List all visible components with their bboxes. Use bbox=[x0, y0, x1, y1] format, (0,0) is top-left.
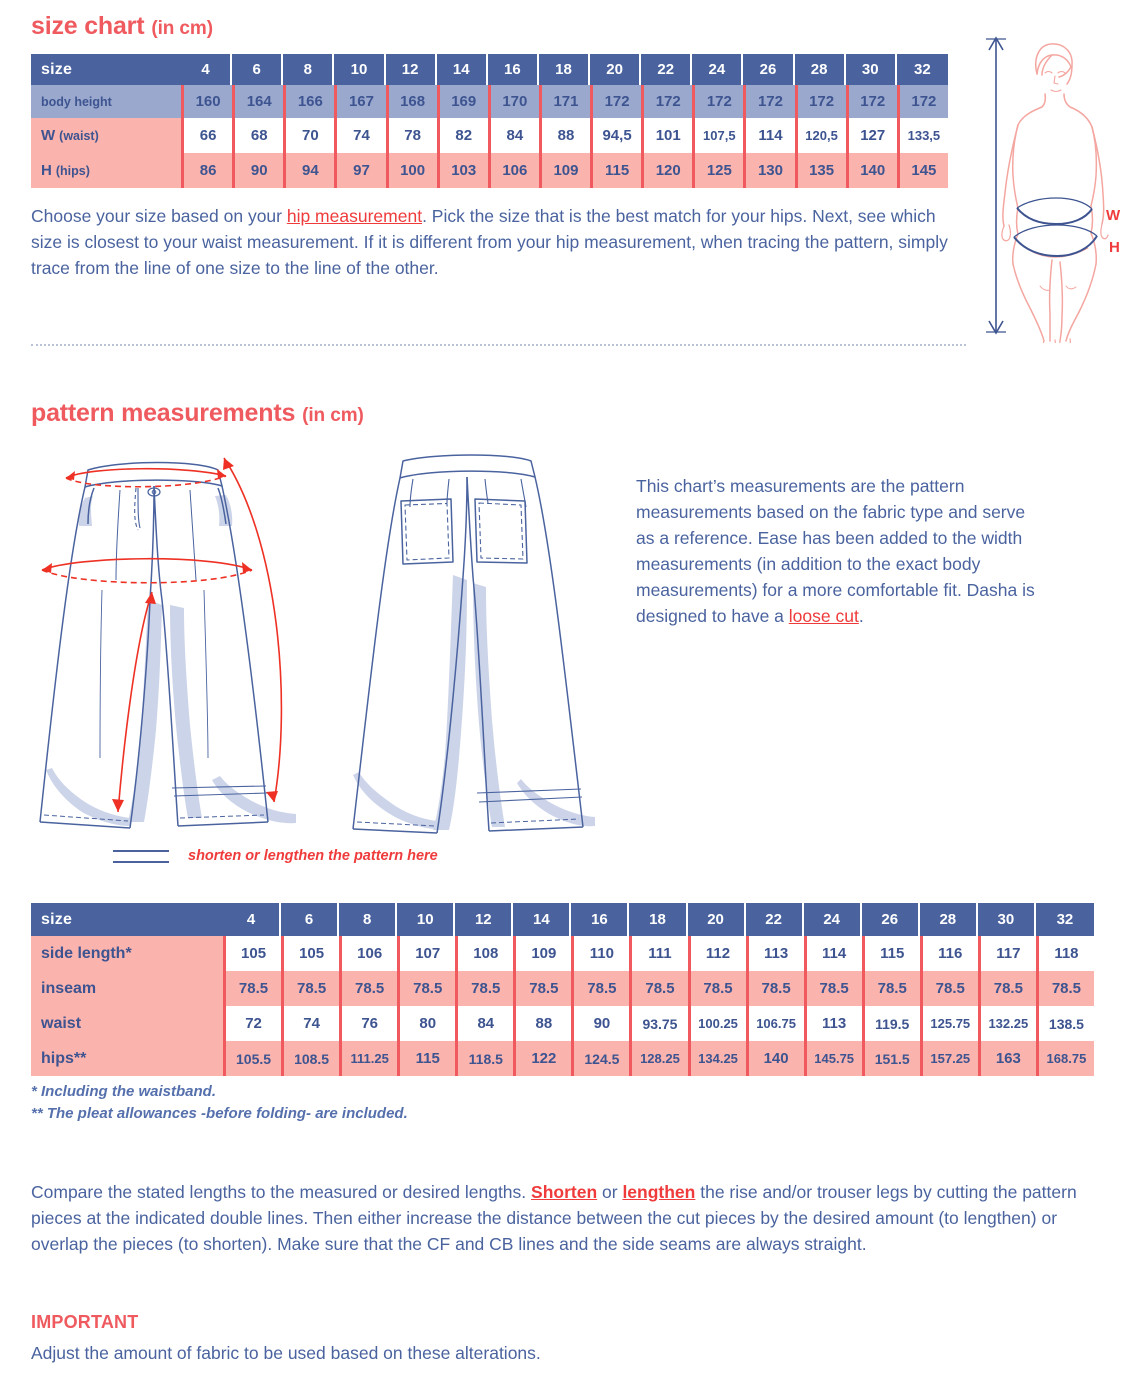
size-chart-cell: 107,5 bbox=[692, 118, 743, 153]
size-chart-paragraph-post: . Pick the size that is the best match for your hips. Next, see which size is closest to your waist measurement. If it is different from your hip measurement, when tracing the pattern, simply trace from the line of one size to the line of the other. bbox=[31, 206, 948, 278]
size-chart-cell: 100 bbox=[386, 153, 437, 188]
pattern-intro-pre: This chart’s measurements are the pattern measurements based on the fabric type and serve as a reference. Ease has been added to the width measurements (in addition to the exact body measurements) for a more comfortable fit. Dasha is designed to have a bbox=[636, 476, 1035, 626]
pattern-cell: 108.5 bbox=[281, 1041, 339, 1076]
pattern-table-row bbox=[31, 1041, 1094, 1076]
size-chart-cell: 172 bbox=[641, 85, 692, 118]
size-chart-cell: 171 bbox=[539, 85, 590, 118]
size-chart-cell: 120 bbox=[641, 153, 692, 188]
closing-post: the rise and/or trouser legs by cutting the pattern pieces at the indicated double lines. Then either increase the distance between the cut pieces by the desired amount (to lengthen) or overlap the pieces (to shorten). Make sure that the CF and CB lines and the side seams are always straight. bbox=[31, 1182, 1077, 1254]
size-chart-row-label: H (hips) bbox=[31, 153, 181, 188]
pattern-cell: 78.5 bbox=[223, 971, 281, 1006]
size-chart-cell: 133,5 bbox=[897, 118, 948, 153]
pattern-cell: 106.75 bbox=[746, 1006, 804, 1041]
trousers-back-svg bbox=[345, 445, 615, 840]
size-chart-row-label: body height bbox=[31, 85, 181, 118]
size-chart-cell: 172 bbox=[846, 85, 897, 118]
double-line-marker-icon bbox=[113, 850, 169, 863]
pattern-cell: 78.5 bbox=[1036, 971, 1094, 1006]
important-heading: IMPORTANT bbox=[31, 1312, 139, 1332]
pattern-size-header: 16 bbox=[571, 903, 629, 936]
pattern-cell: 125.75 bbox=[920, 1006, 978, 1041]
size-chart-cell: 70 bbox=[283, 118, 334, 153]
waist-marker-label: W bbox=[1106, 207, 1120, 224]
pattern-size-header: 18 bbox=[629, 903, 687, 936]
size-chart-cell: 125 bbox=[692, 153, 743, 188]
pattern-cell: 132.25 bbox=[978, 1006, 1036, 1041]
hips-band-line bbox=[1014, 225, 1097, 256]
back-outline bbox=[353, 455, 583, 833]
pattern-size-header: 28 bbox=[920, 903, 978, 936]
pattern-table-row bbox=[31, 971, 1094, 1006]
pattern-cell: 110 bbox=[571, 936, 629, 971]
pattern-cell: 140 bbox=[746, 1041, 804, 1076]
size-chart-size-header: 14 bbox=[437, 54, 488, 85]
pattern-cell: 78.5 bbox=[281, 971, 339, 1006]
front-shading bbox=[46, 495, 296, 826]
size-chart-cell: 172 bbox=[897, 85, 948, 118]
pattern-size-header: 14 bbox=[513, 903, 571, 936]
pattern-cell: 78.5 bbox=[862, 971, 920, 1006]
size-chart-cell: 66 bbox=[181, 118, 232, 153]
size-chart-cell: 166 bbox=[283, 85, 334, 118]
size-chart-size-header: 20 bbox=[590, 54, 641, 85]
pattern-cell: 119.5 bbox=[862, 1006, 920, 1041]
pattern-cell: 116 bbox=[920, 936, 978, 971]
pattern-cell: 168.75 bbox=[1036, 1041, 1094, 1076]
size-chart-cell: 88 bbox=[539, 118, 590, 153]
pattern-cell: 157.25 bbox=[920, 1041, 978, 1076]
size-chart-cell: 78 bbox=[386, 118, 437, 153]
pattern-cell: 134.25 bbox=[688, 1041, 746, 1076]
size-chart-heading bbox=[31, 12, 213, 41]
pattern-cell: 105 bbox=[281, 936, 339, 971]
pattern-cell: 115 bbox=[862, 936, 920, 971]
size-chart-cell: 140 bbox=[846, 153, 897, 188]
pattern-size-header: 4 bbox=[223, 903, 281, 936]
size-chart-heading-unit: (in cm) bbox=[151, 18, 213, 39]
closing-pre: Compare the stated lengths to the measured or desired lengths. bbox=[31, 1182, 532, 1202]
size-chart-size-header: 32 bbox=[897, 54, 948, 85]
size-chart-size-header: 22 bbox=[641, 54, 692, 85]
pattern-cell: 151.5 bbox=[862, 1041, 920, 1076]
size-chart-cell: 103 bbox=[437, 153, 488, 188]
section-divider bbox=[31, 344, 966, 346]
pattern-measurements-intro bbox=[636, 473, 1036, 629]
pattern-cell: 114 bbox=[804, 936, 862, 971]
pattern-size-header: 30 bbox=[978, 903, 1036, 936]
size-chart-cell: 130 bbox=[743, 153, 794, 188]
size-chart-table bbox=[31, 54, 948, 188]
pattern-cell: 112 bbox=[688, 936, 746, 971]
size-chart-size-header: 4 bbox=[181, 54, 232, 85]
size-chart-cell: 106 bbox=[488, 153, 539, 188]
size-chart-size-header: 26 bbox=[743, 54, 794, 85]
pattern-table-row bbox=[31, 1006, 1094, 1041]
height-arrow bbox=[986, 38, 1006, 333]
size-chart-cell: 90 bbox=[232, 153, 283, 188]
size-chart-size-header: 16 bbox=[488, 54, 539, 85]
pattern-cell: 78.5 bbox=[397, 971, 455, 1006]
size-chart-cell: 115 bbox=[590, 153, 641, 188]
pattern-cell: 115 bbox=[397, 1041, 455, 1076]
size-chart-size-header: 12 bbox=[386, 54, 437, 85]
size-chart-cell: 145 bbox=[897, 153, 948, 188]
pattern-cell: 74 bbox=[281, 1006, 339, 1041]
size-chart-cell: 86 bbox=[181, 153, 232, 188]
pattern-size-header: 12 bbox=[455, 903, 513, 936]
size-chart-cell: 74 bbox=[334, 118, 385, 153]
size-chart-label-header: size bbox=[31, 54, 181, 85]
size-chart-cell: 172 bbox=[795, 85, 846, 118]
size-chart-size-header: 8 bbox=[283, 54, 334, 85]
pattern-row-label: side length* bbox=[31, 936, 223, 971]
size-chart-cell: 82 bbox=[437, 118, 488, 153]
pattern-cell: 90 bbox=[571, 1006, 629, 1041]
pattern-table-label-header: size bbox=[31, 903, 223, 936]
pattern-cell: 122 bbox=[513, 1041, 571, 1076]
shorten-link[interactable]: Shorten bbox=[531, 1182, 598, 1202]
pattern-row-label: hips** bbox=[31, 1041, 223, 1076]
body-measurement-figure bbox=[980, 28, 1120, 343]
pattern-row-label: inseam bbox=[31, 971, 223, 1006]
size-chart-cell: 164 bbox=[232, 85, 283, 118]
pattern-cell: 78.5 bbox=[513, 971, 571, 1006]
body-outline bbox=[1002, 44, 1108, 343]
pattern-cell: 108 bbox=[455, 936, 513, 971]
hips-marker-label: H bbox=[1109, 239, 1120, 256]
pattern-table-footnotes bbox=[31, 1081, 651, 1125]
size-chart-cell: 84 bbox=[488, 118, 539, 153]
pattern-size-header: 8 bbox=[339, 903, 397, 936]
pattern-cell: 138.5 bbox=[1036, 1006, 1094, 1041]
pattern-cell: 78.5 bbox=[978, 971, 1036, 1006]
pattern-row-label: waist bbox=[31, 1006, 223, 1041]
pattern-cell: 117 bbox=[978, 936, 1036, 971]
pattern-cell: 105.5 bbox=[223, 1041, 281, 1076]
pattern-measurements-heading-text: pattern measurements bbox=[31, 399, 296, 427]
trousers-front-drawing bbox=[30, 440, 330, 840]
pattern-size-header: 6 bbox=[281, 903, 339, 936]
pattern-cell: 109 bbox=[513, 936, 571, 971]
pattern-cell: 105 bbox=[223, 936, 281, 971]
size-chart-cell: 167 bbox=[334, 85, 385, 118]
pattern-cell: 107 bbox=[397, 936, 455, 971]
size-chart-cell: 97 bbox=[334, 153, 385, 188]
size-chart-size-header: 10 bbox=[334, 54, 385, 85]
pattern-measurements-heading bbox=[31, 399, 364, 428]
waist-band-line bbox=[1017, 198, 1092, 224]
pattern-cell: 118 bbox=[1036, 936, 1094, 971]
pattern-cell: 88 bbox=[513, 1006, 571, 1041]
pattern-cell: 111.25 bbox=[339, 1041, 397, 1076]
pattern-cell: 80 bbox=[397, 1006, 455, 1041]
pattern-cell: 124.5 bbox=[571, 1041, 629, 1076]
pattern-cell: 145.75 bbox=[804, 1041, 862, 1076]
pattern-cell: 78.5 bbox=[920, 971, 978, 1006]
pattern-cell: 100.25 bbox=[688, 1006, 746, 1041]
size-chart-row-label: W (waist) bbox=[31, 118, 181, 153]
pattern-size-header: 22 bbox=[746, 903, 804, 936]
pattern-cell: 163 bbox=[978, 1041, 1036, 1076]
pattern-cell: 76 bbox=[339, 1006, 397, 1041]
pattern-cell: 84 bbox=[455, 1006, 513, 1041]
lengthen-link[interactable]: lengthen bbox=[622, 1182, 696, 1202]
closing-mid: or bbox=[597, 1182, 623, 1202]
pattern-cell: 78.5 bbox=[455, 971, 513, 1006]
pattern-cell: 118.5 bbox=[455, 1041, 513, 1076]
size-chart-cell: 135 bbox=[795, 153, 846, 188]
footnote-2: ** The pleat allowances -before folding- are included. bbox=[31, 1105, 408, 1122]
size-chart-cell: 169 bbox=[437, 85, 488, 118]
size-chart-row bbox=[31, 153, 948, 188]
size-chart-cell: 160 bbox=[181, 85, 232, 118]
closing-paragraph bbox=[31, 1179, 1096, 1257]
pattern-size-header: 10 bbox=[397, 903, 455, 936]
size-chart-size-header: 6 bbox=[232, 54, 283, 85]
trousers-front-svg bbox=[30, 440, 330, 840]
size-chart-cell: 120,5 bbox=[795, 118, 846, 153]
pattern-intro-post: . bbox=[858, 606, 864, 626]
lengthen-caption: shorten or lengthen the pattern here bbox=[188, 848, 438, 864]
hip-measurement-link[interactable]: hip measurement bbox=[286, 206, 423, 226]
size-chart-cell: 94,5 bbox=[590, 118, 641, 153]
size-chart-cell: 94 bbox=[283, 153, 334, 188]
pattern-cell: 78.5 bbox=[688, 971, 746, 1006]
pattern-cell: 106 bbox=[339, 936, 397, 971]
size-chart-row bbox=[31, 118, 948, 153]
pattern-size-header: 26 bbox=[862, 903, 920, 936]
size-chart-cell: 170 bbox=[488, 85, 539, 118]
important-body: Adjust the amount of fabric to be used based on these alterations. bbox=[31, 1343, 541, 1363]
pattern-size-header: 24 bbox=[804, 903, 862, 936]
size-chart-cell: 101 bbox=[641, 118, 692, 153]
pattern-cell: 113 bbox=[804, 1006, 862, 1041]
size-chart-header-row bbox=[31, 54, 948, 85]
loose-cut-link[interactable]: loose cut bbox=[788, 606, 859, 626]
size-chart-row bbox=[31, 85, 948, 118]
size-chart-cell: 114 bbox=[743, 118, 794, 153]
pattern-cell: 78.5 bbox=[339, 971, 397, 1006]
pattern-size-header: 20 bbox=[688, 903, 746, 936]
back-shading bbox=[353, 575, 595, 830]
pattern-table-row bbox=[31, 936, 1094, 971]
pattern-cell: 78.5 bbox=[804, 971, 862, 1006]
pattern-table-header-row bbox=[31, 903, 1094, 936]
pattern-cell: 78.5 bbox=[746, 971, 804, 1006]
pattern-measurements-heading-unit: (in cm) bbox=[302, 405, 364, 426]
size-chart-cell: 172 bbox=[743, 85, 794, 118]
footnote-1: * Including the waistband. bbox=[31, 1083, 217, 1100]
pattern-measurements-table bbox=[31, 903, 1094, 1076]
size-chart-cell: 68 bbox=[232, 118, 283, 153]
pattern-size-header: 32 bbox=[1036, 903, 1094, 936]
pattern-cell: 93.75 bbox=[629, 1006, 687, 1041]
size-chart-heading-text: size chart bbox=[31, 12, 145, 40]
female-body-diagram bbox=[980, 28, 1120, 343]
size-chart-size-header: 24 bbox=[692, 54, 743, 85]
size-chart-size-header: 18 bbox=[539, 54, 590, 85]
size-chart-cell: 172 bbox=[692, 85, 743, 118]
size-chart-cell: 172 bbox=[590, 85, 641, 118]
pattern-cell: 111 bbox=[629, 936, 687, 971]
size-chart-paragraph-pre: Choose your size based on your bbox=[31, 206, 287, 226]
pattern-cell: 78.5 bbox=[571, 971, 629, 1006]
pattern-cell: 128.25 bbox=[629, 1041, 687, 1076]
pattern-cell: 113 bbox=[746, 936, 804, 971]
size-chart-size-header: 30 bbox=[846, 54, 897, 85]
pattern-cell: 72 bbox=[223, 1006, 281, 1041]
size-chart-cell: 109 bbox=[539, 153, 590, 188]
size-chart-paragraph bbox=[31, 203, 956, 281]
size-chart-cell: 127 bbox=[846, 118, 897, 153]
pattern-cell: 78.5 bbox=[629, 971, 687, 1006]
trousers-back-drawing bbox=[345, 445, 615, 840]
size-chart-size-header: 28 bbox=[795, 54, 846, 85]
size-chart-cell: 168 bbox=[386, 85, 437, 118]
